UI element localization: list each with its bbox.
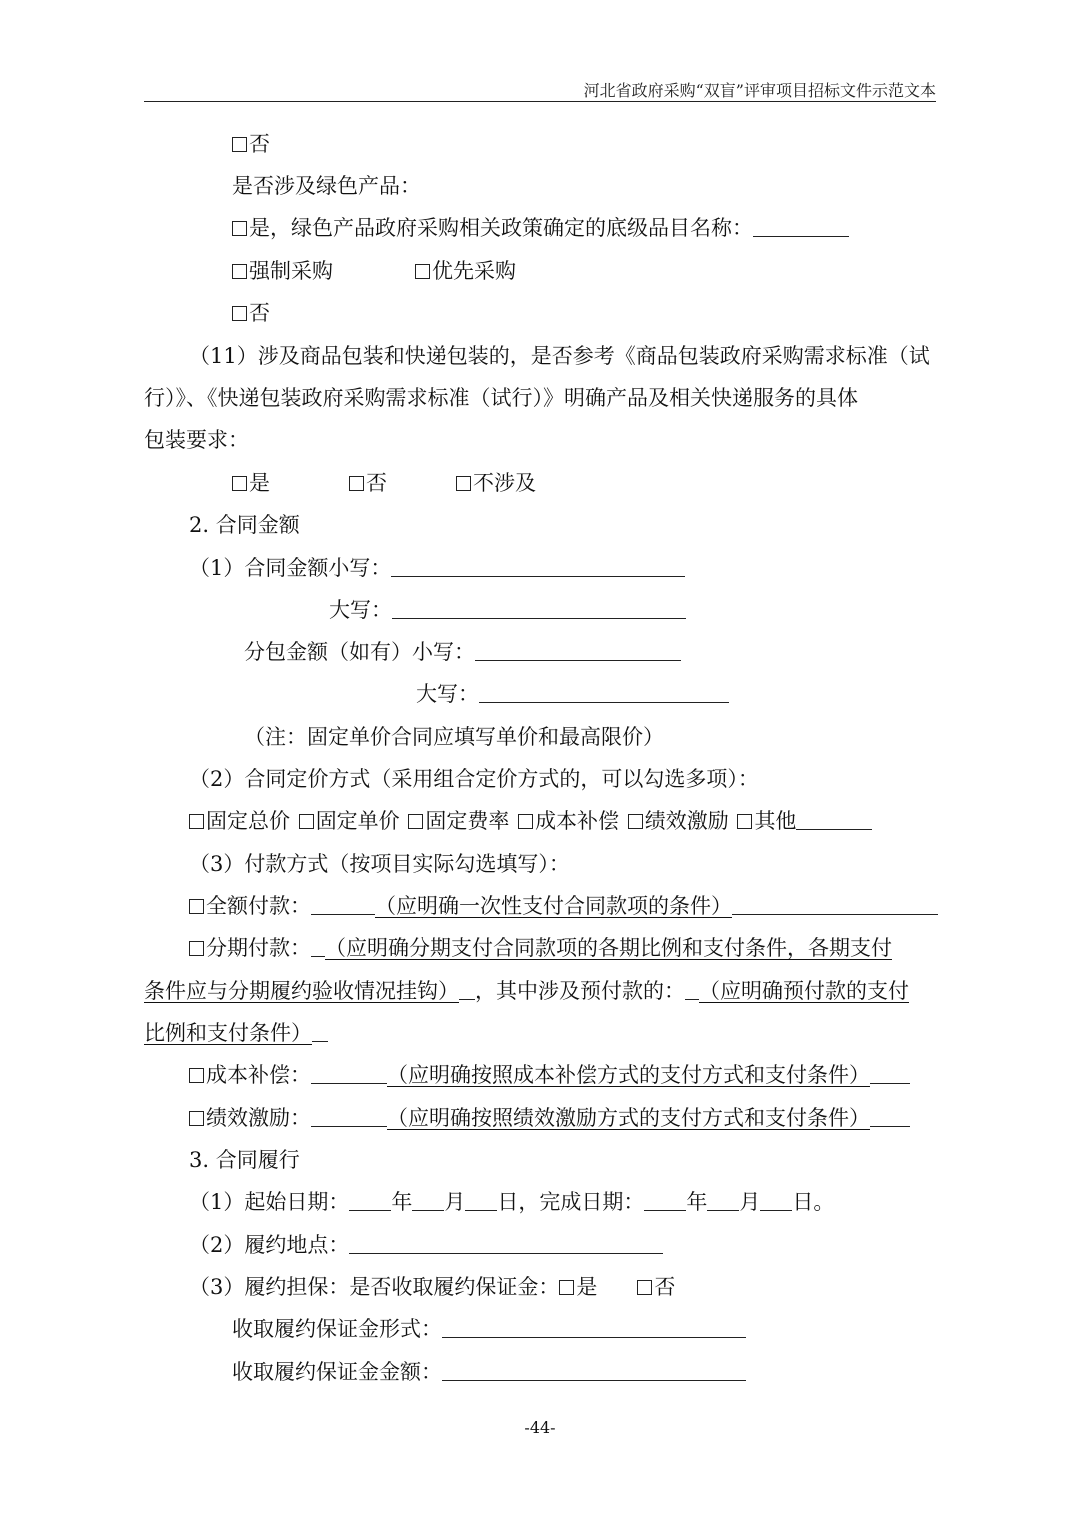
checkbox[interactable]	[518, 814, 533, 829]
checkbox[interactable]	[232, 476, 247, 491]
amount-note: （注：固定单价合同应填写单价和最高限价）	[244, 725, 664, 749]
packaging-no[interactable]: 否	[349, 470, 387, 496]
header-rule	[144, 101, 936, 102]
checkbox[interactable]	[299, 814, 314, 829]
installment-text-1: （应明确分期支付合同款项的各期比例和支付条件，各期支付	[325, 936, 892, 960]
running-header: 河北省政府采购“双盲”评审项目招标文件示范文本	[583, 81, 936, 100]
full-payment-row[interactable]: 全额付款： （应明确一次性支付合同款项的条件）	[189, 893, 938, 919]
pricing-options	[189, 808, 872, 834]
sub-amount-big-row: 大写：	[416, 681, 729, 707]
full-payment-text: （应明确一次性支付合同款项的条件）	[375, 894, 732, 918]
packaging-na[interactable]: 不涉及	[456, 470, 536, 496]
guarantee-no[interactable]: 否	[637, 1275, 675, 1299]
checkbox[interactable]	[189, 1068, 204, 1083]
sub-amount-big-blank[interactable]	[479, 684, 729, 703]
date-row: （1）起始日期： 年 月 日，完成日期： 年 月 日。	[189, 1190, 835, 1214]
section-2-heading: 2. 合同金额	[189, 513, 300, 537]
checkbox[interactable]	[628, 814, 643, 829]
performance-incentive-text: （应明确按照绩效激励方式的支付方式和支付条件）	[387, 1106, 870, 1130]
category-name-blank[interactable]	[753, 218, 849, 237]
amount-small-blank[interactable]	[391, 558, 685, 577]
guarantee-form-row: 收取履约保证金形式：	[232, 1316, 746, 1342]
place-blank[interactable]	[349, 1235, 663, 1254]
start-month-blank[interactable]	[412, 1192, 444, 1211]
place-row: （2）履约地点：	[189, 1232, 663, 1258]
checkbox[interactable]	[189, 941, 204, 956]
sub-amount-small-row: 分包金额（如有）小写：	[244, 639, 681, 665]
pricing-other[interactable]: 其他	[737, 809, 872, 833]
checkbox[interactable]	[189, 899, 204, 914]
green-question: 是否涉及绿色产品：	[232, 174, 421, 198]
checkbox[interactable]	[559, 1280, 574, 1295]
packaging-para-line-2: 行）》、《快递包装政府采购需求标准（试行）》明确产品及相关快递服务的具体	[144, 386, 858, 410]
checkbox[interactable]	[408, 814, 423, 829]
performance-incentive-row[interactable]: 绩效激励： （应明确按照绩效激励方式的支付方式和支付条件）	[189, 1105, 910, 1131]
green-yes-option[interactable]: 是，绿色产品政府采购相关政策确定的底级品目名称：	[232, 215, 849, 241]
sub-amount-small-blank[interactable]	[475, 642, 681, 661]
checkbox[interactable]	[232, 306, 247, 321]
packaging-para-line-3: 包装要求：	[144, 428, 249, 452]
green-no-option-1[interactable]: 否	[232, 131, 270, 157]
checkbox[interactable]	[637, 1280, 652, 1295]
start-day-blank[interactable]	[465, 1192, 497, 1211]
installment-row-3	[144, 1020, 328, 1046]
guarantee-amount-row: 收取履约保证金金额：	[232, 1359, 746, 1385]
checkbox[interactable]	[189, 1111, 204, 1126]
guarantee-form-blank[interactable]	[442, 1319, 746, 1338]
installment-row-2: 条件应与分期履约验收情况挂钩） ，其中涉及预付款的： （应明确预付款的支付	[144, 979, 909, 1003]
installment-row[interactable]: 分期付款： （应明确分期支付合同款项的各期比例和支付条件，各期支付	[189, 935, 892, 961]
green-no-option-2[interactable]: 否	[232, 300, 270, 326]
amount-small-row: （1）合同金额小写：	[189, 555, 685, 581]
page-number: -44-	[524, 1418, 556, 1437]
pricing-performance-incentive[interactable]: 绩效激励	[628, 809, 729, 833]
installment-text-4: 比例和支付条件）	[144, 1021, 312, 1045]
pricing-other-blank[interactable]	[796, 811, 872, 830]
checkbox[interactable]	[737, 814, 752, 829]
pricing-fixed-rate[interactable]: 固定费率	[408, 809, 509, 833]
guarantee-yes[interactable]: 是	[559, 1275, 597, 1299]
amount-big-blank[interactable]	[392, 600, 686, 619]
checkbox[interactable]	[415, 264, 430, 279]
packaging-yes[interactable]: 是	[232, 470, 270, 496]
pricing-cost-reimburse[interactable]: 成本补偿	[518, 809, 619, 833]
mandatory-option[interactable]: 强制采购	[232, 258, 333, 284]
end-month-blank[interactable]	[707, 1192, 739, 1211]
checkbox[interactable]	[232, 137, 247, 152]
payment-method-label: （3）付款方式（按项目实际勾选填写）：	[189, 852, 570, 876]
start-year-blank[interactable]	[349, 1192, 391, 1211]
section-3-heading: 3. 合同履行	[189, 1148, 300, 1172]
guarantee-amount-blank[interactable]	[442, 1362, 746, 1381]
amount-big-row: 大写：	[329, 597, 686, 623]
guarantee-row: （3）履约担保：是否收取履约保证金： 是 否	[189, 1275, 676, 1299]
checkbox[interactable]	[189, 814, 204, 829]
checkbox[interactable]	[349, 476, 364, 491]
installment-text-2: 条件应与分期履约验收情况挂钩）	[144, 979, 459, 1003]
cost-reimburse-text: （应明确按照成本补偿方式的支付方式和支付条件）	[387, 1063, 870, 1087]
checkbox[interactable]	[456, 476, 471, 491]
checkbox[interactable]	[232, 221, 247, 236]
pricing-fixed-total[interactable]: 固定总价	[189, 809, 290, 833]
end-year-blank[interactable]	[644, 1192, 686, 1211]
checkbox[interactable]	[232, 264, 247, 279]
pricing-method-label: （2）合同定价方式（采用组合定价方式的，可以勾选多项）：	[189, 767, 759, 791]
pricing-fixed-unit[interactable]: 固定单价	[299, 809, 400, 833]
end-day-blank[interactable]	[760, 1192, 792, 1211]
packaging-para-line-1: （11）涉及商品包装和快递包装的，是否参考《商品包装政府采购需求标准（试	[189, 344, 930, 368]
installment-text-3: （应明确预付款的支付	[699, 979, 909, 1003]
cost-reimburse-row[interactable]: 成本补偿： （应明确按照成本补偿方式的支付方式和支付条件）	[189, 1062, 910, 1088]
priority-option[interactable]: 优先采购	[415, 258, 516, 284]
